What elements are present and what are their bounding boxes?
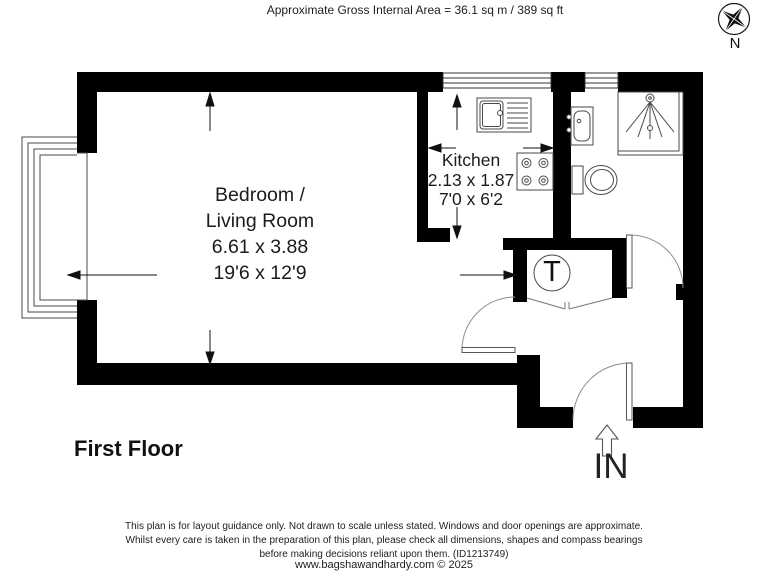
disclaimer-text [0, 520, 768, 562]
bay-window-icon [22, 137, 87, 318]
cupboard-bifold-doors [527, 298, 612, 309]
bathroom-door-leaf [627, 235, 633, 288]
basin-icon [567, 107, 593, 145]
bedroom-name-line1: Bedroom / [215, 184, 305, 206]
wall-kitchen-stub [417, 228, 450, 242]
wall-bottom-bedroom [77, 363, 517, 385]
entrance-in-label: IN [593, 447, 629, 486]
wall-top-left [77, 72, 443, 92]
bathroom-window-icon [585, 73, 618, 88]
disclaimer-line1: This plan is for layout guidance only. Not drawn to scale unless stated. Windows and door openings are approximate. [125, 521, 643, 532]
wall-left-upper [77, 72, 97, 153]
kitchen-name: Kitchen [441, 150, 501, 170]
entrance-door-arc [573, 363, 630, 420]
wall-right [683, 72, 703, 428]
wall-top-mid [551, 72, 585, 92]
bedroom-dim-metric: 6.61 x 3.88 [211, 236, 309, 258]
bedroom-dim-imperial: 19'6 x 12'9 [213, 262, 307, 284]
wall-kitchen-bathroom [553, 92, 571, 238]
bedroom-door-leaf [462, 348, 515, 353]
disclaimer-line2: Whilst every care is taken in the preparation of this plan, please check all dimensions, shapes and compass bearings [125, 535, 643, 546]
bedroom-name-line2: Living Room [205, 210, 315, 232]
kitchen-label [410, 151, 532, 210]
wall-hall-bottom-right [633, 407, 703, 428]
toilet-icon [572, 166, 617, 195]
shower-icon [618, 92, 683, 155]
gross-internal-area-label: Approximate Gross Internal Area = 36.1 sq m / 389 sq ft [266, 3, 564, 17]
wall-hall-bottom-left [517, 407, 573, 428]
website-copyright-label: www.bagshawandhardy.com © 2025 [295, 559, 473, 571]
entrance-door-leaf [627, 363, 633, 420]
wall-cupboard-left [513, 250, 527, 302]
bathroom-door-arc [630, 235, 683, 288]
kitchen-dim-metric: 2.13 x 1.87 [427, 169, 515, 190]
bedroom-living-room-label [160, 182, 360, 286]
sink-drainer-icon [477, 98, 531, 132]
compass-north-label: N [729, 35, 741, 52]
bedroom-door-arc [462, 297, 515, 350]
kitchen-window-icon [443, 73, 551, 88]
wall-cupboard-right [612, 250, 627, 298]
floor-title: First Floor [74, 436, 183, 461]
kitchen-dim-imperial: 7'0 x 6'2 [438, 189, 504, 209]
disclaimer-line3: before making decisions reliant upon them. (ID1213749) [259, 549, 509, 560]
doors [462, 235, 683, 420]
compass-rose-icon [719, 4, 750, 35]
wall-cupboard-top [503, 238, 627, 250]
tank-letter-label: T [543, 256, 561, 288]
